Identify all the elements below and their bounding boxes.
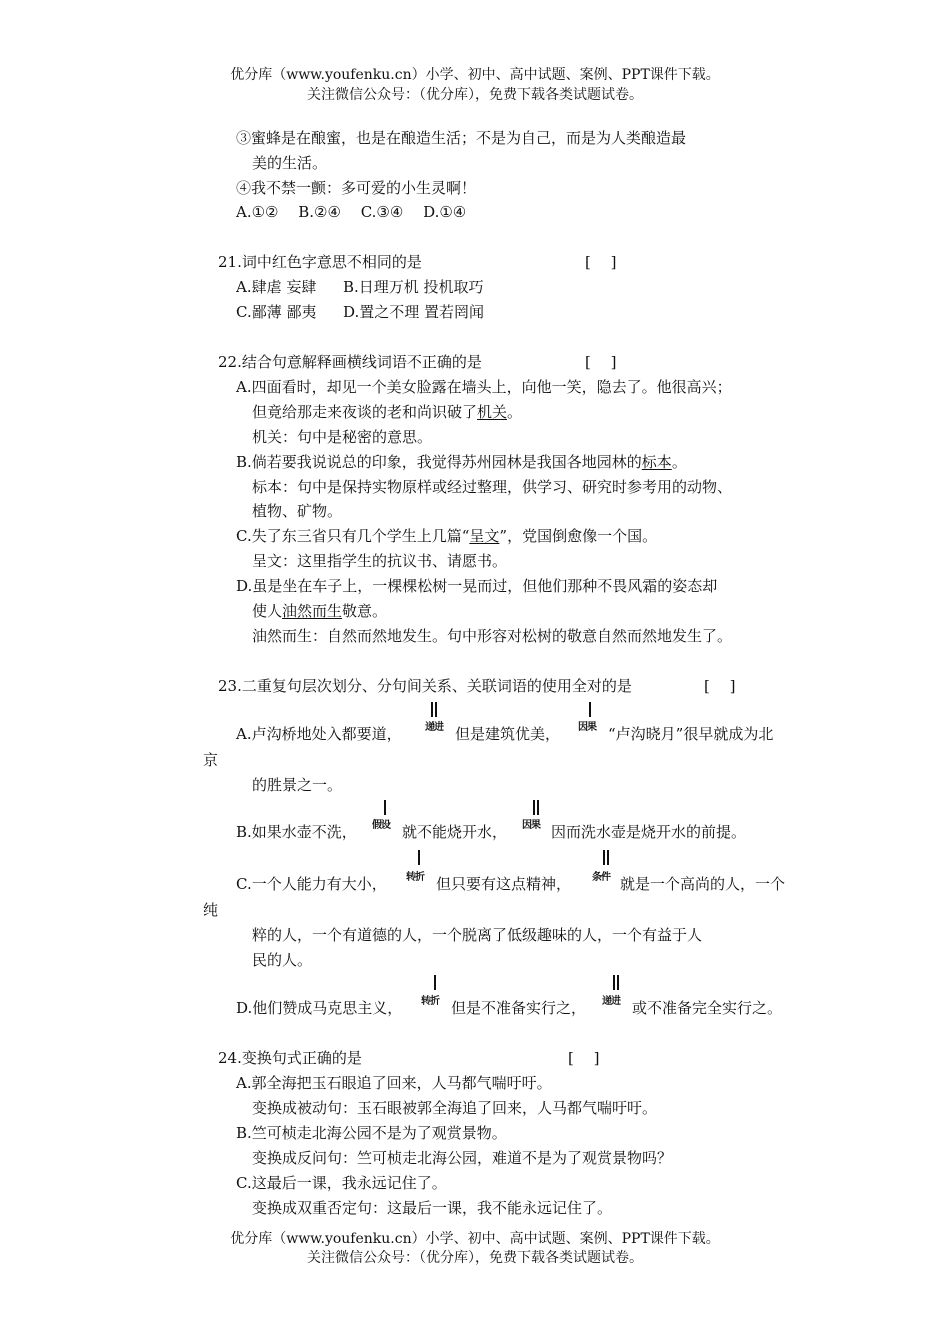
q23-option-b-part3: 因而洗水壶是烧开水的前提。 xyxy=(551,823,747,841)
q24-option-c-transform: 变换成双重否定句：这最后一课，我不能永远记住了。 xyxy=(252,1199,613,1217)
underlined-term: 标本 xyxy=(641,453,672,471)
q23-option-a-part2: 但是建筑优美， xyxy=(455,725,561,743)
q24-option-b-transform: 变换成反问句：竺可桢走北海公园，难道不是为了观赏景物吗？ xyxy=(252,1149,673,1167)
q22-option-c-line1: C.失了东三省只有几个学生上几篇“呈文”，党国倒愈像一个国。 xyxy=(236,527,658,545)
q21-option-b: B.日理万机 投机取巧 xyxy=(343,278,484,296)
relation-label: 递进 xyxy=(602,996,620,1007)
q24-option-c: C.这最后一课，我永远记住了。 xyxy=(236,1174,447,1192)
q23-option-c-part4: 纯 xyxy=(203,901,219,919)
q21-stem: 21.词中红色字意思不相同的是 xyxy=(218,253,422,271)
q23-option-d-part1: D.他们赞成马克思主义， xyxy=(236,999,403,1017)
q23-option-a-part4: 京 xyxy=(203,751,219,769)
q24-answer-bracket[interactable]: [ ] xyxy=(568,1049,600,1067)
relation-label: 转折 xyxy=(406,872,424,883)
double-divider-mark xyxy=(431,702,437,717)
q22-option-b-explain-2: 植物、矿物。 xyxy=(252,502,343,520)
double-divider-mark xyxy=(533,800,539,815)
q24-stem: 24.变换句式正确的是 xyxy=(218,1049,362,1067)
q22-option-a-line2: 但竟给那走来夜谈的老和尚识破了机关。 xyxy=(252,403,523,421)
q24-option-b: B.竺可桢走北海公园不是为了观赏景物。 xyxy=(236,1124,507,1142)
q22-option-b-line1: B.倘若要我说说总的印象，我觉得苏州园林是我国各地园林的标本。 xyxy=(236,453,687,471)
q24-option-a-transform: 变换成被动句：玉石眼被郭全海追了回来，人马都气喘吁吁。 xyxy=(252,1099,658,1117)
q22-option-c-explain: 呈文：这里指学生的抗议书、请愿书。 xyxy=(252,552,508,570)
q20-option-4: ④我不禁一颤：多可爱的小生灵啊！ xyxy=(236,179,477,197)
q22-answer-bracket[interactable]: [ ] xyxy=(585,353,617,371)
q23-option-a-part1: A.卢沟桥地处入都要道， xyxy=(236,725,402,743)
q22-option-d-line1: D.虽是坐在车子上，一棵棵松树一晃而过，但他们那种不畏风霜的姿态却 xyxy=(236,577,718,595)
footer-line-2: 关注微信公众号：（优分库），免费下载各类试题试卷。 xyxy=(307,1250,643,1266)
q23-option-c-part2: 但只要有这点精神， xyxy=(436,875,572,893)
q20-choices: A.①② B.②④ C.③④ D.①④ xyxy=(236,203,467,221)
underlined-term: 机关 xyxy=(477,403,508,421)
q23-stem: 23.二重复句层次划分、分句间关系、关联词语的使用全对的是 xyxy=(218,677,632,695)
q22-option-d-explain: 油然而生：自然而然地发生。句中形容对松树的敬意自然而然地发生了。 xyxy=(252,627,733,645)
underlined-term: 油然而生 xyxy=(282,602,343,620)
q23-option-d-part3: 或不准备完全实行之。 xyxy=(632,999,783,1017)
q22-stem: 22.结合句意解释画横线词语不正确的是 xyxy=(218,353,482,371)
q20-option-3b: 美的生活。 xyxy=(252,154,328,172)
q23-option-c-part5: 粹的人，一个有道德的人，一个脱离了低级趣味的人，一个有益于人 xyxy=(252,926,703,944)
single-divider-mark xyxy=(384,800,386,815)
underlined-term: 呈文 xyxy=(469,527,500,545)
single-divider-mark xyxy=(418,850,420,865)
header-line-1: 优分库（www.youfenku.cn）小学、初中、高中试题、案例、PPT课件下载。 xyxy=(230,67,720,83)
q22-option-b-explain-1: 标本：句中是保持实物原样或经过整理，供学习、研究时参考用的动物、 xyxy=(252,478,733,496)
header-line-2: 关注微信公众号：（优分库），免费下载各类试题试卷。 xyxy=(307,87,643,103)
q20-option-3a: ③蜜蜂是在酿蜜，也是在酿造生活；不是为自己，而是为人类酿造最 xyxy=(236,129,687,147)
q23-option-a-part5: 的胜景之一。 xyxy=(252,776,343,794)
q21-answer-bracket[interactable]: [ ] xyxy=(585,253,617,271)
q22-option-a-line1: A.四面看时，却见一个美女脸露在墙头上，向他一笑，隐去了。他很高兴； xyxy=(236,378,732,396)
q23-option-c-part6: 民的人。 xyxy=(252,951,313,969)
q23-option-d-part2: 但是不准备实行之， xyxy=(451,999,587,1017)
q23-option-b-part1: B.如果水壶不洗， xyxy=(236,823,357,841)
q22-option-d-line2: 使人油然而生敬意。 xyxy=(252,602,388,620)
q23-option-b-part2: 就不能烧开水， xyxy=(402,823,508,841)
relation-label: 因果 xyxy=(522,820,540,831)
double-divider-mark xyxy=(603,850,609,865)
q23-option-c-part1: C.一个人能力有大小， xyxy=(236,875,387,893)
q24-option-a: A.郭全海把玉石眼追了回来，人马都气喘吁吁。 xyxy=(236,1074,552,1092)
q22-option-a-explain: 机关：句中是秘密的意思。 xyxy=(252,428,433,446)
relation-label: 递进 xyxy=(425,722,443,733)
single-divider-mark xyxy=(589,702,591,717)
footer-line-1: 优分库（www.youfenku.cn）小学、初中、高中试题、案例、PPT课件下载。 xyxy=(230,1231,720,1247)
single-divider-mark xyxy=(434,975,436,990)
q21-option-a: A.肆虐 妄肆 xyxy=(236,278,317,296)
q23-answer-bracket[interactable]: [ ] xyxy=(704,677,736,695)
relation-label: 条件 xyxy=(592,872,610,883)
q23-option-a-part3: “卢沟晓月”很早就成为北 xyxy=(608,725,774,743)
relation-label: 转折 xyxy=(421,996,439,1007)
q23-option-c-part3: 就是一个高尚的人，一个 xyxy=(620,875,786,893)
relation-label: 假设 xyxy=(372,820,390,831)
q21-option-c: C.鄙薄 鄙夷 xyxy=(236,303,317,321)
relation-label: 因果 xyxy=(578,722,596,733)
q21-option-d: D.置之不理 置若罔闻 xyxy=(343,303,485,321)
double-divider-mark xyxy=(613,975,619,990)
